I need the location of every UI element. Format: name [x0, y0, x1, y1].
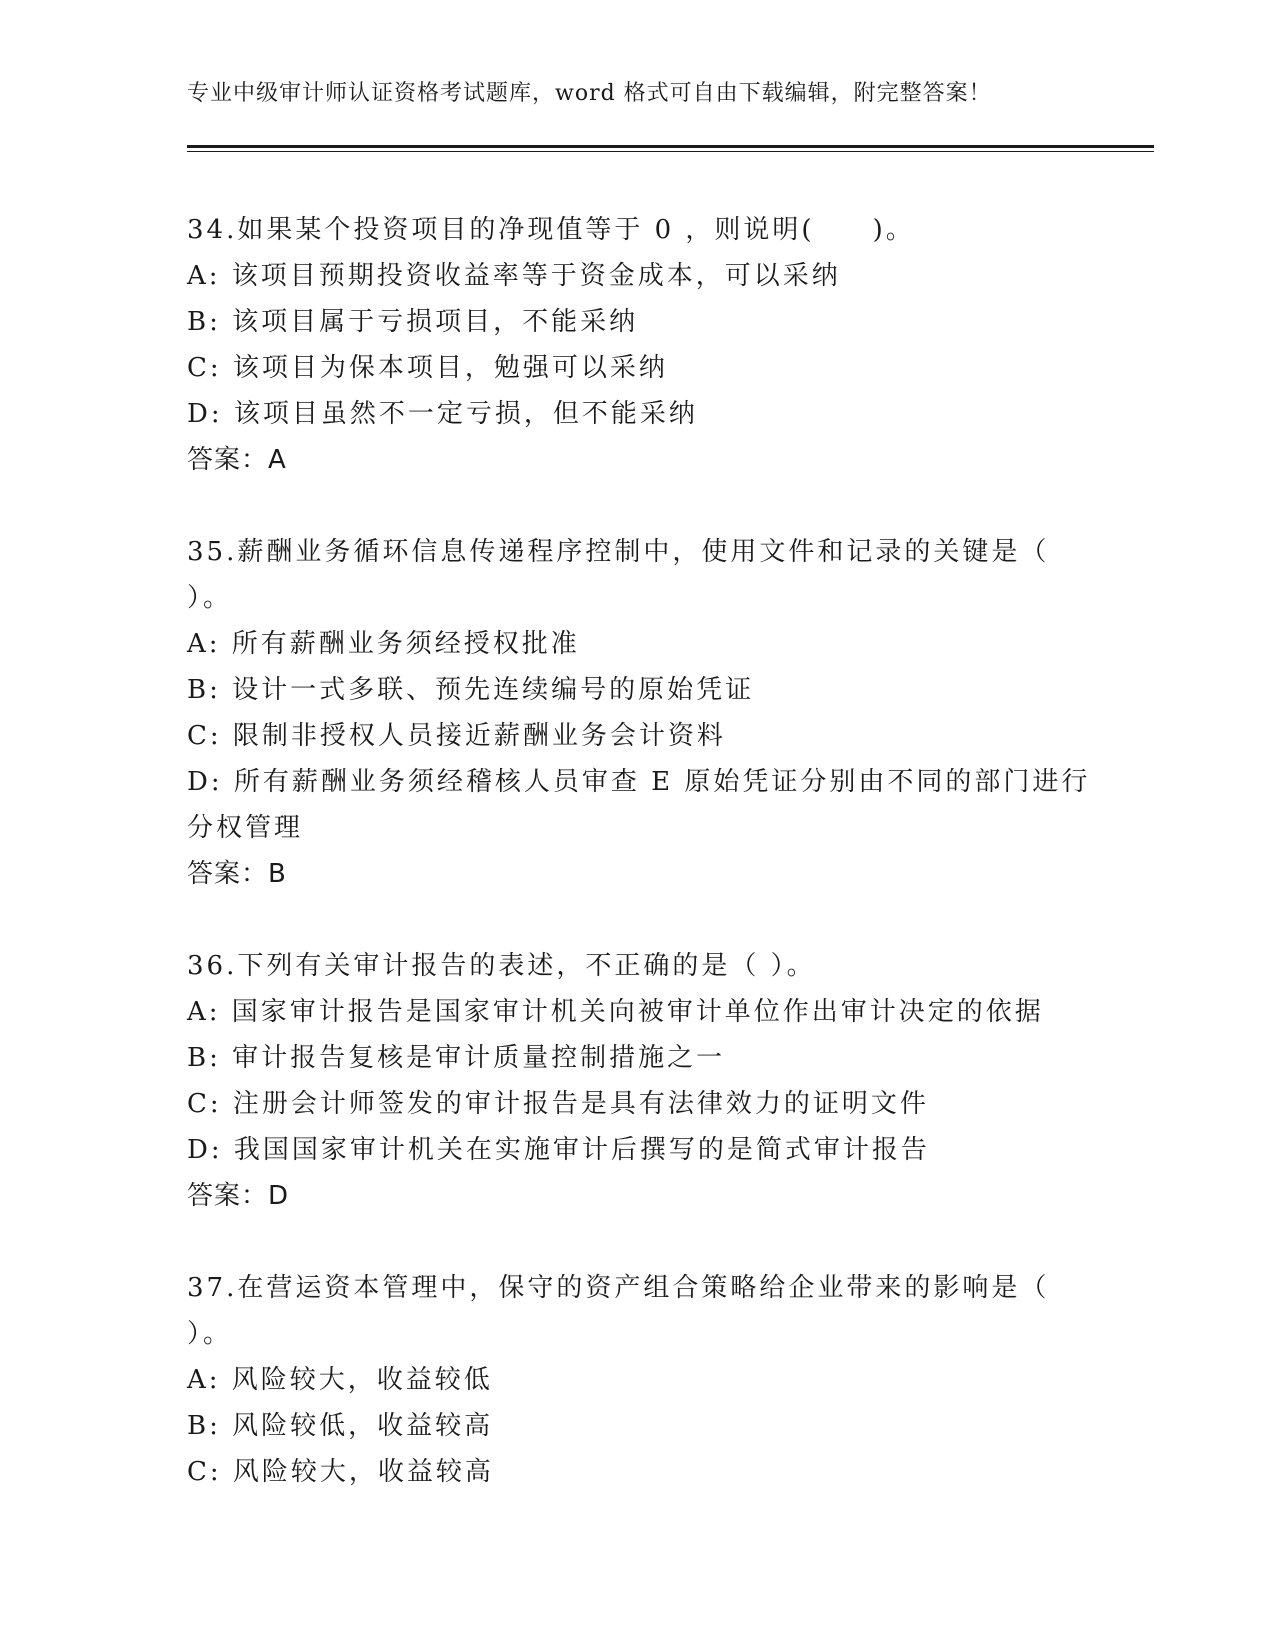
answer-key: 答案：B: [187, 859, 287, 889]
answer-option: B: 设计一式多联、预先连续编号的原始凭证: [187, 675, 755, 705]
question-stem: 35.薪酬业务循环信息传递程序控制中，使用文件和记录的关键是（: [187, 537, 1050, 567]
answer-option: A: 所有薪酬业务须经授权批准: [187, 629, 580, 659]
question-stem: 34.如果某个投资项目的净现值等于 0 ，则说明( )。: [187, 215, 915, 245]
question-block: [187, 207, 1087, 483]
answer-option: A: 该项目预期投资收益率等于资金成本，可以采纳: [187, 261, 841, 291]
question-block: [187, 943, 1087, 1219]
question-stem: ）。: [187, 1319, 233, 1349]
question-stem: 37.在营运资本管理中，保守的资产组合策略给企业带来的影响是（: [187, 1273, 1050, 1303]
answer-option: A: 国家审计报告是国家审计机关向被审计单位作出审计决定的依据: [187, 997, 1044, 1027]
question-stem: ）。: [187, 583, 233, 613]
question-spacer: [187, 1219, 1087, 1265]
answer-key: 答案：D: [187, 1181, 290, 1211]
answer-option: B: 风险较低，收益较高: [187, 1411, 494, 1441]
answer-option: B: 该项目属于亏损项目，不能采纳: [187, 307, 639, 337]
answer-key: 答案：A: [187, 445, 287, 475]
answer-option: D: 该项目虽然不一定亏损，但不能采纳: [187, 399, 698, 429]
answer-option: C: 风险较大，收益较高: [187, 1457, 494, 1487]
question-spacer: [187, 897, 1087, 943]
answer-option: 分权管理: [187, 813, 304, 843]
page-header: 专业中级审计师认证资格考试题库，word 格式可自由下载编辑，附完整答案！: [187, 81, 992, 106]
header-rule-thin: [187, 151, 1154, 152]
question-stem: 36.下列有关审计报告的表述，不正确的是（ ）。: [187, 951, 816, 981]
answer-option: C: 该项目为保本项目，勉强可以采纳: [187, 353, 668, 383]
answer-option: C: 限制非授权人员接近薪酬业务会计资料: [187, 721, 726, 751]
answer-option: D: 所有薪酬业务须经稽核人员审查 E 原始凭证分别由不同的部门进行: [187, 767, 1091, 797]
header-rule-thick: [187, 145, 1154, 148]
answer-option: B: 审计报告复核是审计质量控制措施之一: [187, 1043, 726, 1073]
answer-option: C: 注册会计师签发的审计报告是具有法律效力的证明文件: [187, 1089, 929, 1119]
question-block: [187, 529, 1091, 897]
question-block: [187, 1265, 1087, 1495]
answer-option: A: 风险较大，收益较低: [187, 1365, 493, 1395]
answer-option: D: 我国国家审计机关在实施审计后撰写的是简式审计报告: [187, 1135, 930, 1165]
question-list: [187, 207, 1091, 1495]
question-spacer: [187, 483, 1087, 529]
